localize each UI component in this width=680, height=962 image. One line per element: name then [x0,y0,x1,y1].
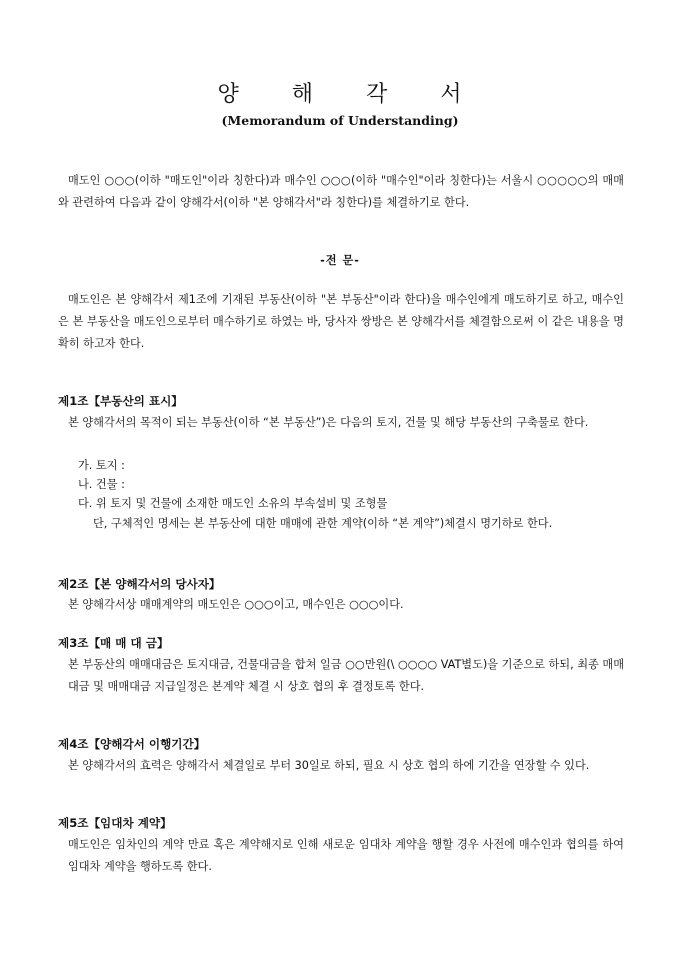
article-1-item-fixtures: 다. 위 토지 및 건물에 소재한 매도인 소유의 부속설비 및 조형물 [78,497,388,510]
article-3-body: 본 부동산의 매매대금은 토지대금, 건물대금을 합쳐 일금 ○○만원(\ ○○○○ VAT별도)을 기준으로 하되, 최종 매매대금 및 매매대금 지급일정은 본계약 체결 시 상호 협의 후 결정토록 한다. [68,658,624,693]
article-4-title: 제4조【양해각서 이행기간】 [58,737,206,751]
preamble-paragraph: 매도인은 본 양해각서 제1조에 기재된 부동산(이하 "본 부동산"이라 한다)을 매수인에게 매도하기로 하고, 매수인은 본 부동산을 매도인으로부터 매수하기로 하였는 바, 당사자 쌍방은 본 양해각서를 체결함으로써 이 같은 내용을 명확히 하고자 한다. [58,293,624,350]
article-1-item-building: 나. 건물 : [78,478,125,491]
title-char: 양 [217,82,240,107]
article-4-body: 본 양해각서의 효력은 양해각서 체결일로 부터 30일로 하되, 필요 시 상호 협의 하에 기간을 연장할 수 있다. [68,759,590,772]
article-2-body: 본 양해각서상 매매계약의 매도인은 ○○○이고, 매수인은 ○○○이다. [68,598,404,611]
title-char: 해 [291,82,314,107]
article-1-note [93,513,624,535]
title-char: 각 [366,82,389,107]
article-1-title: 제1조【부동산의 표시】 [58,394,183,408]
document-subtitle: (Memorandum of Understanding) [221,113,459,128]
article-3-title: 제3조【매 매 대 금】 [58,636,169,650]
article-5-body: 매도인은 임차인의 계약 만료 혹은 계약해지로 인해 새로운 임대차 계약을 행할 경우 사전에 매수인과 협의를 하여 임대차 계약을 행하도록 한다. [68,838,624,873]
intro-paragraph: 매도인 ○○○(이하 "매도인"이라 칭한다)과 매수인 ○○○(이하 "매수인"이라 칭한다)는 서울시 ○○○○○의 매매와 관련하여 다음과 같이 양해각서(이하 "본 양해각서"라 칭한다)를 체결하기로 한다. [58,174,624,209]
article-2-title: 제2조【본 양해각서의 당사자】 [58,577,221,591]
article-5-title: 제5조【임대차 계약】 [58,816,172,830]
article-1-note-text: 단, 구체적인 명세는 본 부동산에 대한 매매에 관한 계약(이하 “본 계약”)체결시 명기하로 한다. [93,517,553,530]
article-1-body: 본 양해각서의 목적이 되는 부동산(이하 “본 부동산”)은 다음의 토지, 건물 및 해당 부동산의 구축물로 한다. [68,416,589,429]
preamble-heading: -전 문- [320,254,360,267]
document-title [0,77,680,108]
title-char: 서 [440,82,463,107]
article-1-item-land: 가. 토지 : [78,459,125,472]
